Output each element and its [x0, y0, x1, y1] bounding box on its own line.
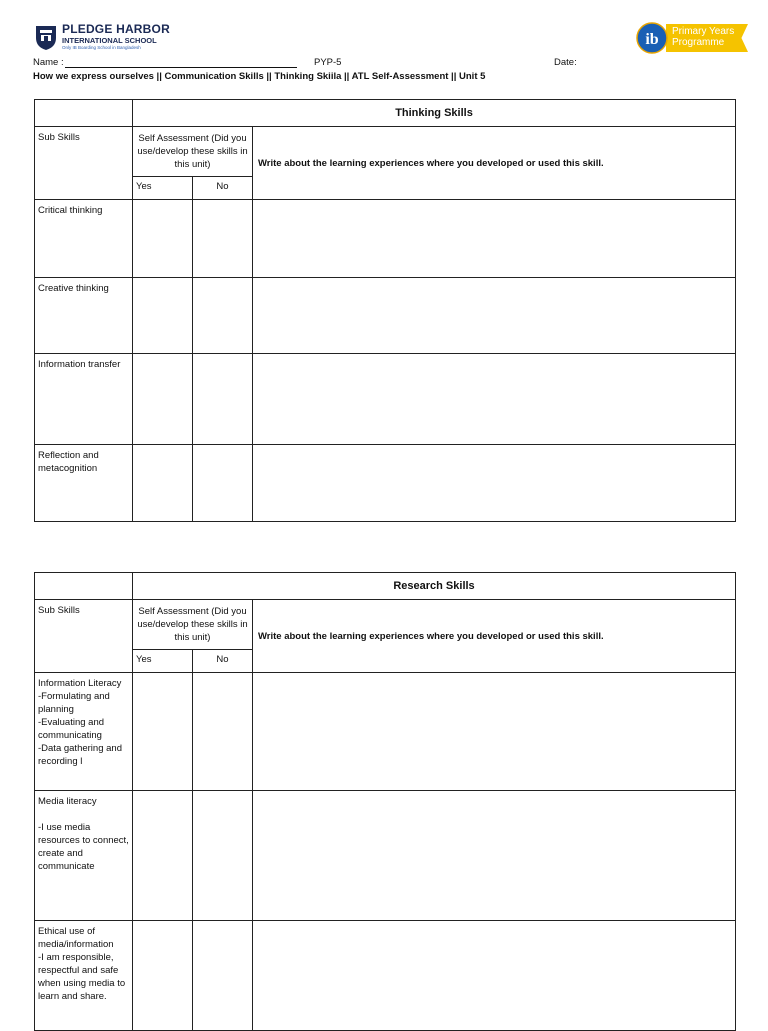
- sub-skills-header: Sub Skills: [35, 600, 133, 673]
- ib-text-line1: Primary Years: [672, 26, 735, 37]
- skill-label: Media literacy -I use media resources to connect, create and communicate: [35, 791, 133, 921]
- thinking-skills-table: [34, 99, 736, 522]
- date-label: Date:: [554, 57, 577, 68]
- yes-cell[interactable]: [133, 921, 193, 1031]
- write-prompt-header: Write about the learning experiences where you developed or used this skill.: [253, 127, 736, 200]
- yes-cell[interactable]: [133, 791, 193, 921]
- write-prompt-header: Write about the learning experiences where you developed or used this skill.: [253, 600, 736, 673]
- ib-text: [672, 26, 734, 48]
- yes-header: Yes: [133, 177, 193, 200]
- response-cell[interactable]: [253, 791, 736, 921]
- no-cell[interactable]: [193, 200, 253, 278]
- ib-globe-icon: [636, 22, 670, 54]
- yes-header: Yes: [133, 650, 193, 673]
- table-row: [35, 354, 736, 445]
- no-cell[interactable]: [193, 791, 253, 921]
- yes-cell[interactable]: [133, 278, 193, 354]
- response-cell[interactable]: [253, 445, 736, 522]
- corner-cell: [35, 573, 133, 600]
- school-logo: [34, 22, 194, 54]
- page-subtitle: How we express ourselves || Communication Skills || Thinking Skiila || ATL Self-Assessment || Unit 5: [33, 71, 486, 82]
- yes-cell[interactable]: [133, 445, 193, 522]
- yes-cell[interactable]: [133, 673, 193, 791]
- ib-pyp-logo: [636, 22, 754, 54]
- skill-label: Creative thinking: [35, 278, 133, 354]
- no-cell[interactable]: [193, 445, 253, 522]
- corner-cell: [35, 100, 133, 127]
- response-cell[interactable]: [253, 921, 736, 1031]
- school-subtitle: INTERNATIONAL SCHOOL: [62, 36, 157, 45]
- name-blank-line[interactable]: [65, 67, 297, 68]
- name-label: Name :: [33, 57, 64, 68]
- table-row: [35, 791, 736, 921]
- yes-cell[interactable]: [133, 200, 193, 278]
- table-title: Research Skills: [133, 573, 736, 600]
- yes-cell[interactable]: [133, 354, 193, 445]
- response-cell[interactable]: [253, 278, 736, 354]
- table-row: [35, 445, 736, 522]
- ib-text-line2: Programme: [672, 37, 725, 48]
- ib-letters: ib: [645, 31, 659, 48]
- skill-label: Information Literacy -Formulating and planning -Evaluating and communicating -Data gathering and recording l: [35, 673, 133, 791]
- table-title: Thinking Skills: [133, 100, 736, 127]
- no-header: No: [193, 177, 253, 200]
- grade-label: PYP-5: [314, 57, 342, 68]
- skill-label: Ethical use of media/information -I am responsible, respectful and safe when using media to learn and share.: [35, 921, 133, 1031]
- self-assessment-header: Self Assessment (Did you use/develop these skills in this unit): [133, 127, 253, 177]
- skill-label: Information transfer: [35, 354, 133, 445]
- no-cell[interactable]: [193, 921, 253, 1031]
- no-cell[interactable]: [193, 278, 253, 354]
- table-row: [35, 921, 736, 1031]
- table-row: [35, 278, 736, 354]
- crest-icon: [34, 23, 58, 51]
- response-cell[interactable]: [253, 354, 736, 445]
- skill-label: Reflection and metacognition: [35, 445, 133, 522]
- no-header: No: [193, 650, 253, 673]
- skill-label: Critical thinking: [35, 200, 133, 278]
- response-cell[interactable]: [253, 200, 736, 278]
- name-field: [33, 57, 297, 68]
- research-skills-table: [34, 572, 736, 1031]
- self-assessment-header: Self Assessment (Did you use/develop these skills in this unit): [133, 600, 253, 650]
- response-cell[interactable]: [253, 673, 736, 791]
- school-name: PLEDGE HARBOR: [62, 22, 170, 36]
- school-tagline: Only IB Boarding School in Bangladesh: [62, 45, 141, 50]
- table-row: [35, 673, 736, 791]
- sub-skills-header: Sub Skills: [35, 127, 133, 200]
- table-row: [35, 200, 736, 278]
- no-cell[interactable]: [193, 673, 253, 791]
- no-cell[interactable]: [193, 354, 253, 445]
